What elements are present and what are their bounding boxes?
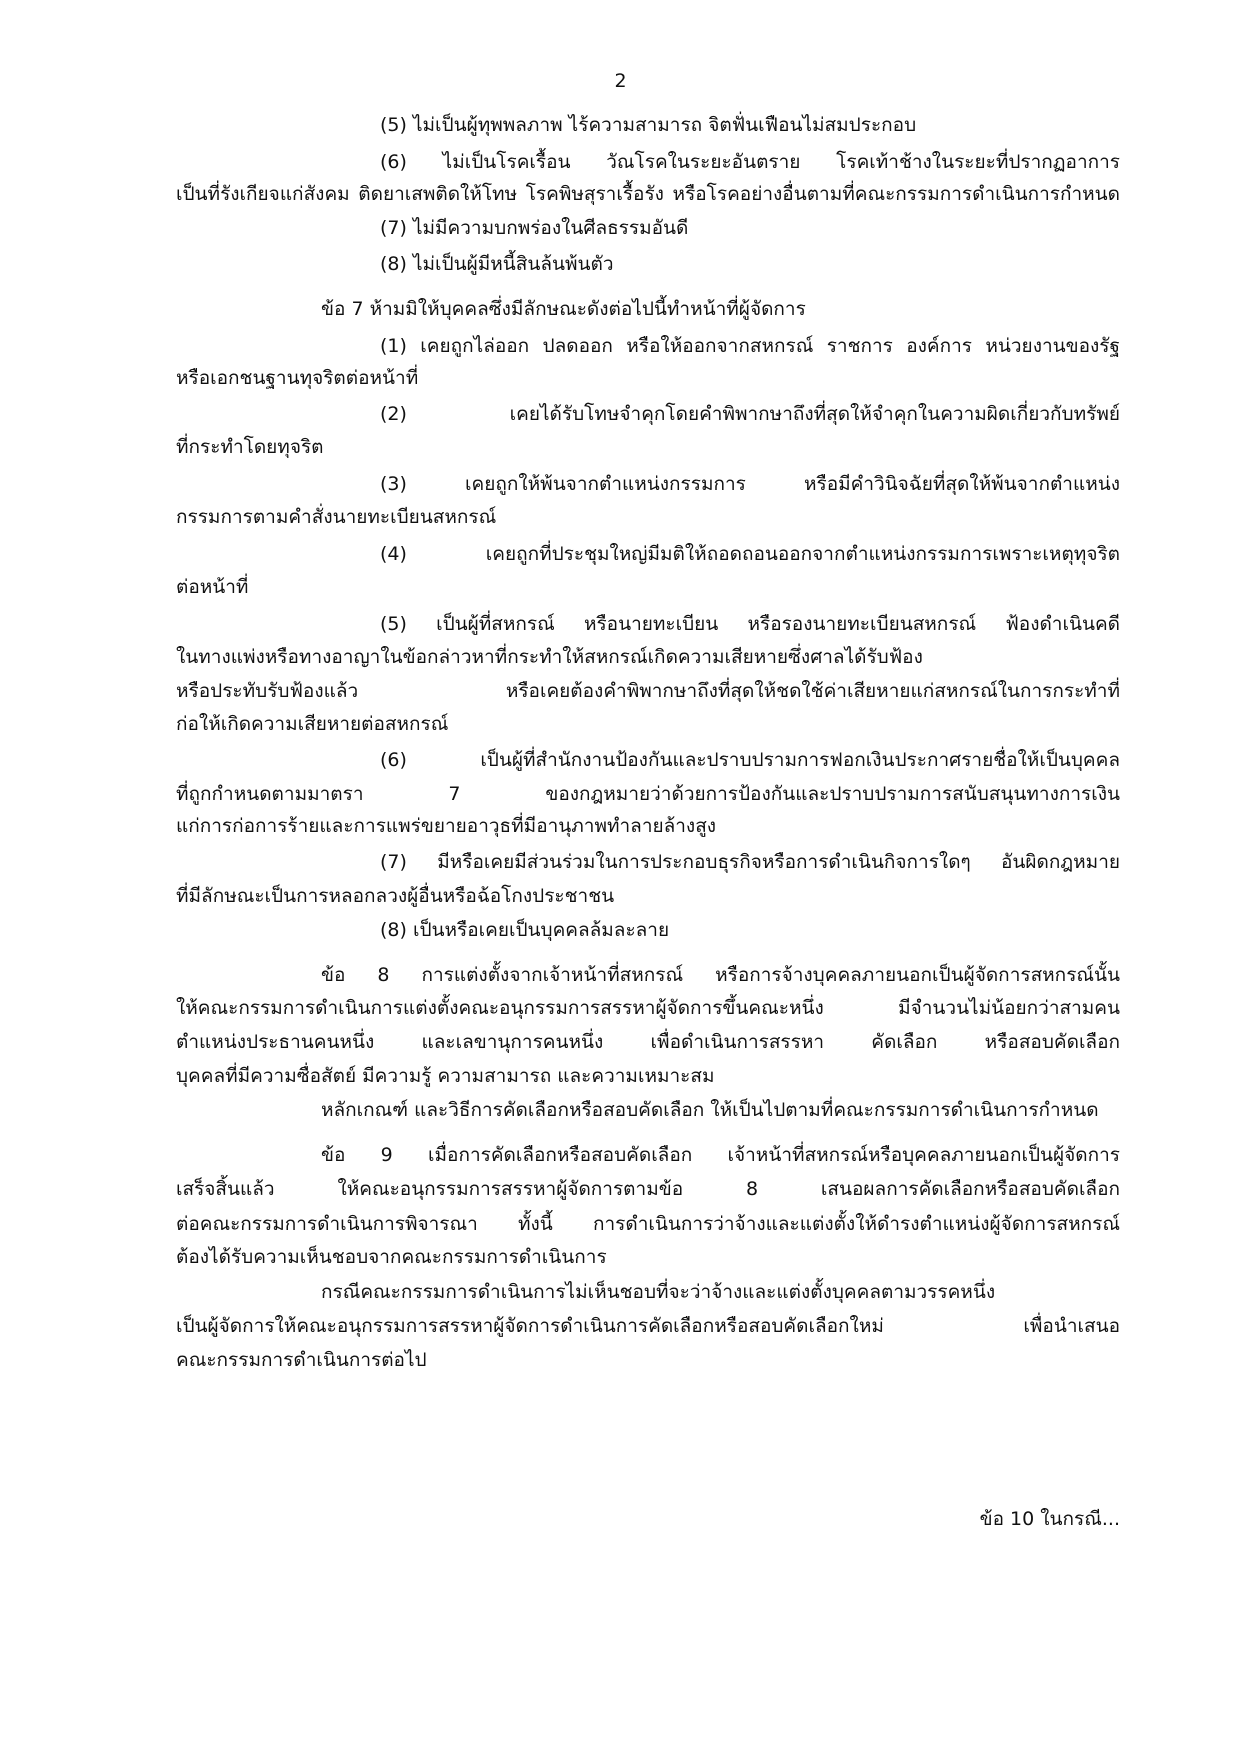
clause-7-heading: ข้อ 7 ห้ามมิให้บุคคลซึ่งมีลักษณะดังต่อไปนี้ทำหน้าที่ผู้จัดการ [321, 298, 806, 320]
clause-6-item-7: (7) ไม่มีความบกพร่องในศีลธรรมอันดี [380, 217, 689, 239]
clause-7-item-5-cont-1: ในทางแพ่งหรือทางอาญาในข้อกล่าวหาที่กระทำให้สหกรณ์เกิดความเสียหายซึ่งศาลได้รับฟ้อง [176, 646, 923, 668]
clause-7-item-4: (4) เคยถูกที่ประชุมใหญ่มีมติให้ถอดถอนออกจากตำแหน่งกรรมการเพราะเหตุทุจริต [380, 543, 1120, 565]
clause-7-item-6-cont-1: ที่ถูกกำหนดตามมาตรา 7 ของกฎหมายว่าด้วยการป้องกันและปราบปรามการสนับสนุนทางการเงิน [176, 783, 1120, 805]
clause-7-item-8: (8) เป็นหรือเคยเป็นบุคคลล้มละลาย [380, 919, 670, 941]
clause-9-line-2: เสร็จสิ้นแล้ว ให้คณะอนุกรรมการสรรหาผู้จัดการตามข้อ 8 เสนอผลการคัดเลือกหรือสอบคัดเลือก [176, 1178, 1120, 1200]
clause-6-item-6: (6) ไม่เป็นโรคเรื้อน วัณโรคในระยะอันตราย โรคเท้าช้างในระยะที่ปรากฏอาการ [380, 151, 1120, 173]
clause-7-item-6: (6) เป็นผู้ที่สำนักงานป้องกันและปราบปรามการฟอกเงินประกาศรายชื่อให้เป็นบุคคล [380, 749, 1120, 771]
clause-6-item-5: (5) ไม่เป็นผู้ทุพพลภาพ ไร้ความสามารถ จิตฟั่นเฟือนไม่สมประกอบ [380, 114, 917, 136]
clause-7-item-4-cont: ต่อหน้าที่ [176, 576, 249, 598]
clause-9-paragraph-2-line-3: คณะกรรมการดำเนินการต่อไป [176, 1349, 427, 1371]
clause-9-line-4: ต้องได้รับความเห็นชอบจากคณะกรรมการดำเนินการ [176, 1246, 607, 1268]
clause-7-item-5-cont-3: ก่อให้เกิดความเสียหายต่อสหกรณ์ [176, 713, 449, 735]
clause-8-heading: ข้อ 8 การแต่งตั้งจากเจ้าหน้าที่สหกรณ์ หรือการจ้างบุคคลภายนอกเป็นผู้จัดการสหกรณ์นั้น [321, 964, 1120, 986]
clause-6-item-6-cont: เป็นที่รังเกียจแก่สังคม ติดยาเสพติดให้โทษ โรคพิษสุราเรื้อรัง หรือโรคอย่างอื่นตามที่คณะกรรมการดำเนินการกำหนด [176, 183, 1120, 205]
clause-7-item-3: (3) เคยถูกให้พ้นจากตำแหน่งกรรมการ หรือมีคำวินิจฉัยที่สุดให้พ้นจากตำแหน่ง [380, 473, 1120, 495]
page-number: 2 [614, 70, 627, 92]
clause-7-item-7: (7) มีหรือเคยมีส่วนร่วมในการประกอบธุรกิจหรือการดำเนินกิจการใดๆ อันผิดกฎหมาย [380, 851, 1120, 873]
clause-7-item-5: (5) เป็นผู้ที่สหกรณ์ หรือนายทะเบียน หรือรองนายทะเบียนสหกรณ์ ฟ้องดำเนินคดี [380, 613, 1120, 635]
clause-9-line-3: ต่อคณะกรรมการดำเนินการพิจารณา ทั้งนี้ การดำเนินการว่าจ้างและแต่งตั้งให้ดำรงตำแหน่งผู้จัดการสหกรณ์ [176, 1213, 1120, 1235]
clause-7-item-1-cont: หรือเอกชนฐานทุจริตต่อหน้าที่ [176, 367, 419, 389]
clause-7-item-6-cont-2: แก่การก่อการร้ายและการแพร่ขยายอาวุธที่มีอานุภาพทำลายล้างสูง [176, 815, 717, 837]
clause-7-item-7-cont: ที่มีลักษณะเป็นการหลอกลวงผู้อื่นหรือฉ้อโกงประชาชน [176, 885, 615, 907]
clause-8-paragraph-2: หลักเกณฑ์ และวิธีการคัดเลือกหรือสอบคัดเลือก ให้เป็นไปตามที่คณะกรรมการดำเนินการกำหนด [321, 1099, 1099, 1121]
clause-7-item-3-cont: กรรมการตามคำสั่งนายทะเบียนสหกรณ์ [176, 506, 497, 528]
clause-8-line-4: บุคคลที่มีความซื่อสัตย์ มีความรู้ ความสามารถ และความเหมาะสม [176, 1065, 715, 1087]
continuation-footer: ข้อ 10 ในกรณี... [979, 1508, 1120, 1530]
clause-7-item-2-cont: ที่กระทำโดยทุจริต [176, 436, 324, 458]
clause-7-item-2: (2) เคยได้รับโทษจำคุกโดยคำพิพากษาถึงที่สุดให้จำคุกในความผิดเกี่ยวกับทรัพย์ [380, 403, 1120, 425]
clause-7-item-5-cont-2: หรือประทับรับฟ้องแล้ว หรือเคยต้องคำพิพากษาถึงที่สุดให้ชดใช้ค่าเสียหายแก่สหกรณ์ในการกระทำที่ [176, 680, 1120, 702]
clause-9-paragraph-2-line-2: เป็นผู้จัดการให้คณะอนุกรรมการสรรหาผู้จัดการดำเนินการคัดเลือกหรือสอบคัดเลือกใหม่ เพื่อนำเสนอ [176, 1315, 1120, 1337]
clause-8-line-3: ตำแหน่งประธานคนหนึ่ง และเลขานุการคนหนึ่ง เพื่อดำเนินการสรรหา คัดเลือก หรือสอบคัดเลือก [176, 1031, 1120, 1053]
clause-9-paragraph-2: กรณีคณะกรรมการดำเนินการไม่เห็นชอบที่จะว่าจ้างและแต่งตั้งบุคคลตามวรรคหนึ่ง [321, 1281, 996, 1303]
clause-7-item-1: (1) เคยถูกไล่ออก ปลดออก หรือให้ออกจากสหกรณ์ ราชการ องค์การ หน่วยงานของรัฐ [380, 335, 1120, 357]
clause-8-line-2: ให้คณะกรรมการดำเนินการแต่งตั้งคณะอนุกรรมการสรรหาผู้จัดการขึ้นคณะหนึ่ง มีจำนวนไม่น้อยกว่าสามคน [176, 997, 1120, 1019]
clause-9-heading: ข้อ 9 เมื่อการคัดเลือกหรือสอบคัดเลือก เจ้าหน้าที่สหกรณ์หรือบุคคลภายนอกเป็นผู้จัดการ [321, 1144, 1120, 1166]
clause-6-item-8: (8) ไม่เป็นผู้มีหนี้สินล้นพ้นตัว [380, 253, 614, 275]
